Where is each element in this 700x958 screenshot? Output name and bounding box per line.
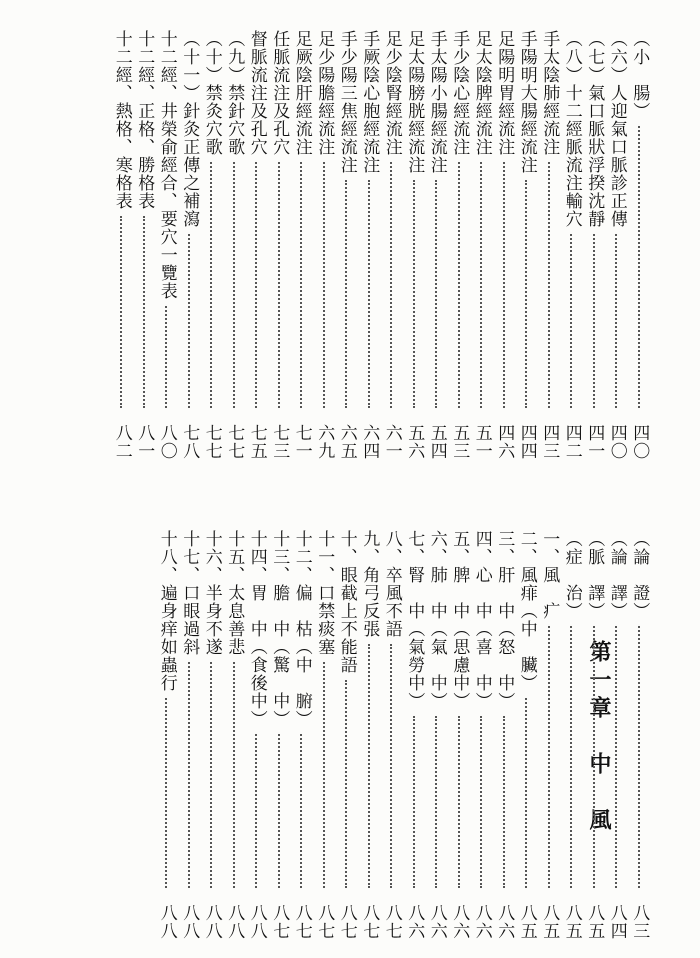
toc-entry-title: 足厥陰肝經流注	[291, 30, 312, 156]
toc-entry	[245, 30, 268, 460]
toc-entry	[335, 30, 358, 460]
toc-entry-title: 督脈流注及孔穴	[246, 30, 267, 156]
dot-leader	[255, 734, 257, 888]
toc-entry	[200, 30, 223, 460]
toc-entry	[313, 530, 336, 940]
dot-leader	[120, 216, 122, 408]
dot-leader	[570, 626, 572, 888]
toc-entry-page: 五三	[449, 424, 470, 460]
toc-entry-title: 足陽明胃經流注	[494, 30, 515, 156]
toc-entry	[155, 530, 178, 940]
dot-leader	[593, 626, 595, 888]
toc-entry	[538, 530, 561, 940]
toc-entry	[380, 30, 403, 460]
toc-entry-title: 十六、半身不遂	[201, 530, 222, 656]
toc-entry-title: 六、肺 中（氣 中）	[426, 530, 447, 710]
toc-entry	[448, 530, 471, 940]
toc-entry-page: 四二	[561, 424, 582, 460]
toc-entry-page: 八七	[336, 904, 357, 940]
toc-entry-page: 五四	[426, 424, 447, 460]
toc-entry	[448, 30, 471, 460]
toc-entry-title: （六）人迎氣口脈診正傳	[606, 30, 627, 228]
toc-entry-title: 任脈流注及孔穴	[269, 30, 290, 156]
toc-entry	[560, 30, 583, 460]
toc-entry-page: 八八	[224, 904, 245, 940]
toc-entry	[290, 30, 313, 460]
toc-entry-page: 八三	[629, 904, 650, 940]
toc-entry-title: 十七、口眼過斜	[179, 530, 200, 656]
toc-entry-page: 七八	[179, 424, 200, 460]
dot-leader	[593, 234, 595, 408]
toc-entry-title: 二、風痱（中 臟）	[516, 530, 537, 692]
toc-entry-page: 六五	[336, 424, 357, 460]
toc-entry	[290, 530, 313, 940]
dot-leader	[165, 698, 167, 888]
toc-entry-title: 十二、偏 枯（中 腑）	[291, 530, 312, 728]
dot-leader	[210, 162, 212, 408]
toc-entry-page: 八二	[111, 424, 132, 460]
toc-entry-page: 八五	[584, 904, 605, 940]
dot-leader	[255, 162, 257, 408]
dot-leader	[503, 162, 505, 408]
toc-entry-title: 十八、遍身痒如蟲行	[156, 530, 177, 692]
toc-entry-page: 五六	[404, 424, 425, 460]
dot-leader	[323, 162, 325, 408]
toc-entry-title: 十三、膽 中（驚 中）	[269, 530, 290, 728]
toc-entry	[628, 30, 651, 460]
toc-entry	[223, 30, 246, 460]
toc-entry-page: 七一	[291, 424, 312, 460]
toc-entry-title: （九）禁針穴歌	[224, 30, 245, 156]
toc-entry-page: 七三	[269, 424, 290, 460]
dot-leader	[503, 716, 505, 888]
toc-entry	[358, 30, 381, 460]
toc-entry-page: 八四	[606, 904, 627, 940]
toc-entry-title: 十四、胃 中（食後中）	[246, 530, 267, 728]
toc-entry	[493, 30, 516, 460]
toc-entry-title: 九、角弓反張	[359, 530, 380, 638]
toc-entry-title: 足少陽膽經流注	[314, 30, 335, 156]
toc-entry-page: 四六	[494, 424, 515, 460]
toc-entry-title: 一、風 疒	[539, 530, 560, 620]
toc-entry-title: 十一、口禁痰塞	[314, 530, 335, 656]
dot-leader	[548, 162, 550, 408]
toc-entry	[335, 530, 358, 940]
dot-leader	[345, 180, 347, 408]
toc-entry-title: 足少陰腎經流注	[381, 30, 402, 156]
toc-entry-title: 十二經、井榮俞經合、要穴一覽表	[156, 30, 177, 300]
toc-entry-page: 八八	[246, 904, 267, 940]
toc-entry-page: 八八	[156, 904, 177, 940]
dot-leader	[300, 162, 302, 408]
dot-leader	[233, 662, 235, 888]
toc-entry-title: 足太陽膀胱經流注	[404, 30, 425, 174]
dot-leader	[525, 698, 527, 888]
toc-entry-page: 八五	[516, 904, 537, 940]
toc-entry-title: 手少陽三焦經流注	[336, 30, 357, 174]
toc-entry-title: 十二經、熱格、寒格表	[111, 30, 132, 210]
dot-leader	[570, 234, 572, 408]
toc-entry-page: 四〇	[629, 424, 650, 460]
toc-entry-page: 四三	[539, 424, 560, 460]
dot-leader	[165, 306, 167, 408]
dot-leader	[413, 716, 415, 888]
toc-entry-page: 六一	[381, 424, 402, 460]
toc-entry	[268, 530, 291, 940]
dot-leader	[143, 216, 145, 408]
toc-entry-title: 足太陰脾經流注	[471, 30, 492, 156]
dot-leader	[368, 644, 370, 888]
toc-entry-title: （十一）針灸正傳之補瀉	[179, 30, 200, 228]
dot-leader	[480, 162, 482, 408]
dot-leader	[210, 662, 212, 888]
toc-entry-page: 八六	[471, 904, 492, 940]
toc-entry-title: 手少陰心經流注	[449, 30, 470, 156]
toc-entry	[403, 530, 426, 940]
dot-leader	[458, 162, 460, 408]
dot-leader	[480, 716, 482, 888]
toc-entry-page: 五一	[471, 424, 492, 460]
toc-entry-title: （論 譯）	[606, 530, 627, 620]
toc-entry	[538, 30, 561, 460]
dot-leader	[188, 234, 190, 408]
toc-entry	[425, 530, 448, 940]
toc-entry-title: 手太陰肺經流注	[539, 30, 560, 156]
dot-leader	[615, 626, 617, 888]
toc-entry-title: 十、眼截上不能語	[336, 530, 357, 674]
dot-leader	[548, 626, 550, 888]
toc-entry-page: 八八	[201, 904, 222, 940]
toc-entry-page: 七七	[224, 424, 245, 460]
toc-entry-page: 四四	[516, 424, 537, 460]
toc-entry-title: 五、脾 中（思慮中）	[449, 530, 470, 710]
toc-entry-title: 十五、太息善悲	[224, 530, 245, 656]
toc-entry	[403, 30, 426, 460]
toc-entry	[515, 530, 538, 940]
toc-entry	[605, 530, 628, 940]
toc-entry	[515, 30, 538, 460]
toc-entry-title: （十）禁灸穴歌	[201, 30, 222, 156]
toc-entry-page: 八六	[449, 904, 470, 940]
toc-entry-title: 手太陽小腸經流注	[426, 30, 447, 174]
toc-entry	[268, 30, 291, 460]
toc-entry-page: 八七	[381, 904, 402, 940]
toc-entry	[313, 30, 336, 460]
toc-entry-title: 十二經、正格、勝格表	[134, 30, 155, 210]
toc-entry-page: 八五	[539, 904, 560, 940]
dot-leader	[188, 662, 190, 888]
toc-entry-title: （小 腸）	[629, 30, 650, 120]
toc-entry	[245, 530, 268, 940]
toc-entry-title: 三、肝 中（怒 中）	[494, 530, 515, 710]
toc-entry-page: 八五	[561, 904, 582, 940]
toc-entry-page: 四〇	[606, 424, 627, 460]
dot-leader	[300, 734, 302, 888]
toc-entry	[223, 530, 246, 940]
toc-entry-page: 八七	[291, 904, 312, 940]
toc-entry-title: 手陽明大腸經流注	[516, 30, 537, 174]
toc-entry-title: （論 證）	[629, 530, 650, 620]
toc-entry-page: 七五	[246, 424, 267, 460]
toc-entry	[155, 30, 178, 460]
toc-entry-page: 八六	[404, 904, 425, 940]
toc-entry-page: 八一	[134, 424, 155, 460]
toc-entry-title: （七）氣口脈狀浮揆沈靜	[584, 30, 605, 228]
toc-entry	[133, 30, 156, 460]
toc-entry	[470, 30, 493, 460]
dot-leader	[413, 180, 415, 408]
toc-entry-page: 八〇	[156, 424, 177, 460]
chapter-title: 第一章 中 風	[586, 640, 612, 836]
toc-entry	[380, 530, 403, 940]
toc-entry	[178, 30, 201, 460]
toc-entry	[178, 530, 201, 940]
dot-leader	[390, 162, 392, 408]
toc-entry-page: 七七	[201, 424, 222, 460]
dot-leader	[345, 680, 347, 888]
toc-entry-page: 八六	[426, 904, 447, 940]
dot-leader	[368, 180, 370, 408]
toc-entry	[583, 30, 606, 460]
toc-bottom-section	[155, 530, 650, 940]
dot-leader	[458, 716, 460, 888]
toc-entry	[628, 530, 651, 940]
toc-entry	[583, 530, 606, 940]
toc-entry-title: 七、腎 中（氣勞中）	[404, 530, 425, 710]
toc-entry	[493, 530, 516, 940]
dot-leader	[435, 180, 437, 408]
toc-entry-page: 八七	[269, 904, 290, 940]
toc-entry-title: （症 治）	[561, 530, 582, 620]
toc-entry-page: 八六	[494, 904, 515, 940]
toc-top-section	[110, 30, 650, 460]
toc-entry	[605, 30, 628, 460]
dot-leader	[638, 126, 640, 408]
toc-entry-page: 六九	[314, 424, 335, 460]
dot-leader	[525, 180, 527, 408]
toc-entry	[110, 30, 133, 460]
dot-leader	[278, 162, 280, 408]
dot-leader	[323, 662, 325, 888]
toc-entry-title: 手厥陰心胞經流注	[359, 30, 380, 174]
dot-leader	[615, 234, 617, 408]
toc-entry-page: 四一	[584, 424, 605, 460]
toc-entry-title: 八、卒風不語	[381, 530, 402, 638]
toc-entry-title: （八）十二經脈流注輸穴	[561, 30, 582, 228]
toc-entry-page: 八七	[314, 904, 335, 940]
dot-leader	[638, 626, 640, 888]
dot-leader	[278, 734, 280, 888]
dot-leader	[435, 716, 437, 888]
toc-entry-title: 四、心 中（喜 中）	[471, 530, 492, 710]
toc-entry-page: 八八	[179, 904, 200, 940]
dot-leader	[233, 162, 235, 408]
toc-entry-page: 八七	[359, 904, 380, 940]
toc-entry	[358, 530, 381, 940]
toc-entry	[425, 30, 448, 460]
toc-entry	[470, 530, 493, 940]
toc-entry	[200, 530, 223, 940]
toc-entry	[560, 530, 583, 940]
dot-leader	[390, 644, 392, 888]
toc-entry-title: （脈 譯）	[584, 530, 605, 620]
toc-entry-page: 六四	[359, 424, 380, 460]
